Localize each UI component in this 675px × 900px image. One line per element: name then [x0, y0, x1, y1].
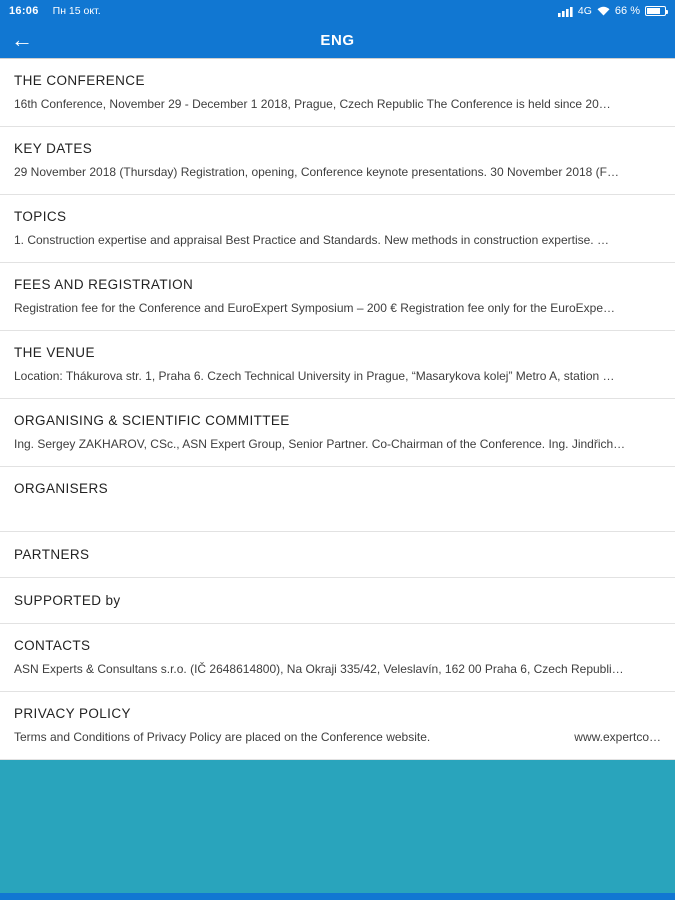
wifi-icon	[597, 6, 610, 16]
footer-blue-strip	[0, 893, 675, 900]
section-title: PARTNERS	[14, 547, 90, 562]
list-item-the-conference[interactable]	[0, 59, 675, 127]
section-title: THE VENUE	[14, 345, 95, 360]
section-subtitle: Terms and Conditions of Privacy Policy are placed on the Conference website.	[14, 730, 431, 744]
section-subtitle-row	[14, 730, 661, 744]
list-item-privacy-policy[interactable]	[0, 692, 675, 760]
section-title: ORGANISERS	[14, 481, 109, 496]
list-item-the-venue[interactable]	[0, 331, 675, 399]
nav-bar	[0, 22, 675, 58]
footer-teal-panel	[0, 760, 675, 893]
section-subtitle: 1. Construction expertise and appraisal Best Practice and Standards. New methods in construction expertise. …	[14, 233, 609, 247]
list-item-supported-by[interactable]	[0, 578, 675, 624]
section-subtitle-row	[14, 662, 661, 676]
battery-fill	[647, 8, 660, 14]
cellular-signal-icon	[558, 6, 573, 17]
battery-icon	[645, 6, 666, 16]
section-subtitle-row	[14, 165, 661, 179]
section-subtitle-row	[14, 301, 661, 315]
section-subtitle: Location: Thákurova str. 1, Praha 6. Czech Technical University in Prague, “Masarykova kolej” Metro A, station …	[14, 369, 615, 383]
section-list	[0, 58, 675, 760]
list-item-topics[interactable]	[0, 195, 675, 263]
list-item-organisers[interactable]	[0, 467, 675, 532]
list-item-fees-and-registration[interactable]	[0, 263, 675, 331]
back-arrow-icon: ←	[11, 27, 33, 52]
status-bar	[0, 0, 675, 22]
list-item-key-dates[interactable]	[0, 127, 675, 195]
status-time: 16:06	[9, 5, 39, 17]
section-subtitle-link: www.expertco…	[574, 730, 661, 744]
section-title: SUPPORTED by	[14, 593, 121, 608]
section-subtitle: Ing. Sergey ZAKHAROV, CSc., ASN Expert Group, Senior Partner. Co-Chairman of the Conference. Ing. Jindřich…	[14, 437, 626, 451]
list-item-organising-scientific-committee[interactable]	[0, 399, 675, 467]
section-subtitle: 16th Conference, November 29 - December 1 2018, Prague, Czech Republic The Conference is held since 20…	[14, 97, 611, 111]
section-title: THE CONFERENCE	[14, 73, 145, 88]
section-subtitle-row	[14, 437, 661, 451]
list-item-partners[interactable]	[0, 532, 675, 578]
section-title: TOPICS	[14, 209, 67, 224]
section-title: CONTACTS	[14, 638, 91, 653]
section-subtitle: 29 November 2018 (Thursday) Registration, opening, Conference keynote presentations. 30 November 2018 (F…	[14, 165, 619, 179]
section-title: KEY DATES	[14, 141, 93, 156]
section-subtitle-row	[14, 369, 661, 383]
status-date: Пн 15 окт.	[52, 5, 101, 17]
section-title: ORGANISING & SCIENTIFIC COMMITTEE	[14, 413, 290, 428]
network-type-label: 4G	[577, 5, 592, 17]
back-button[interactable]	[0, 22, 44, 58]
section-subtitle: ASN Experts & Consultans s.r.o. (IČ 2648614800), Na Okraji 335/42, Veleslavín, 162 00 Praha 6, Czech Republi…	[14, 662, 624, 676]
section-subtitle-row	[14, 233, 661, 247]
section-subtitle-row	[14, 97, 661, 111]
section-title: FEES AND REGISTRATION	[14, 277, 194, 292]
list-item-contacts[interactable]	[0, 624, 675, 692]
section-subtitle: Registration fee for the Conference and EuroExpert Symposium – 200 € Registration fee only for the EuroExpe…	[14, 301, 615, 315]
battery-percent-label: 66 %	[614, 5, 640, 17]
section-title: PRIVACY POLICY	[14, 706, 131, 721]
page-title: ENG	[320, 31, 355, 49]
